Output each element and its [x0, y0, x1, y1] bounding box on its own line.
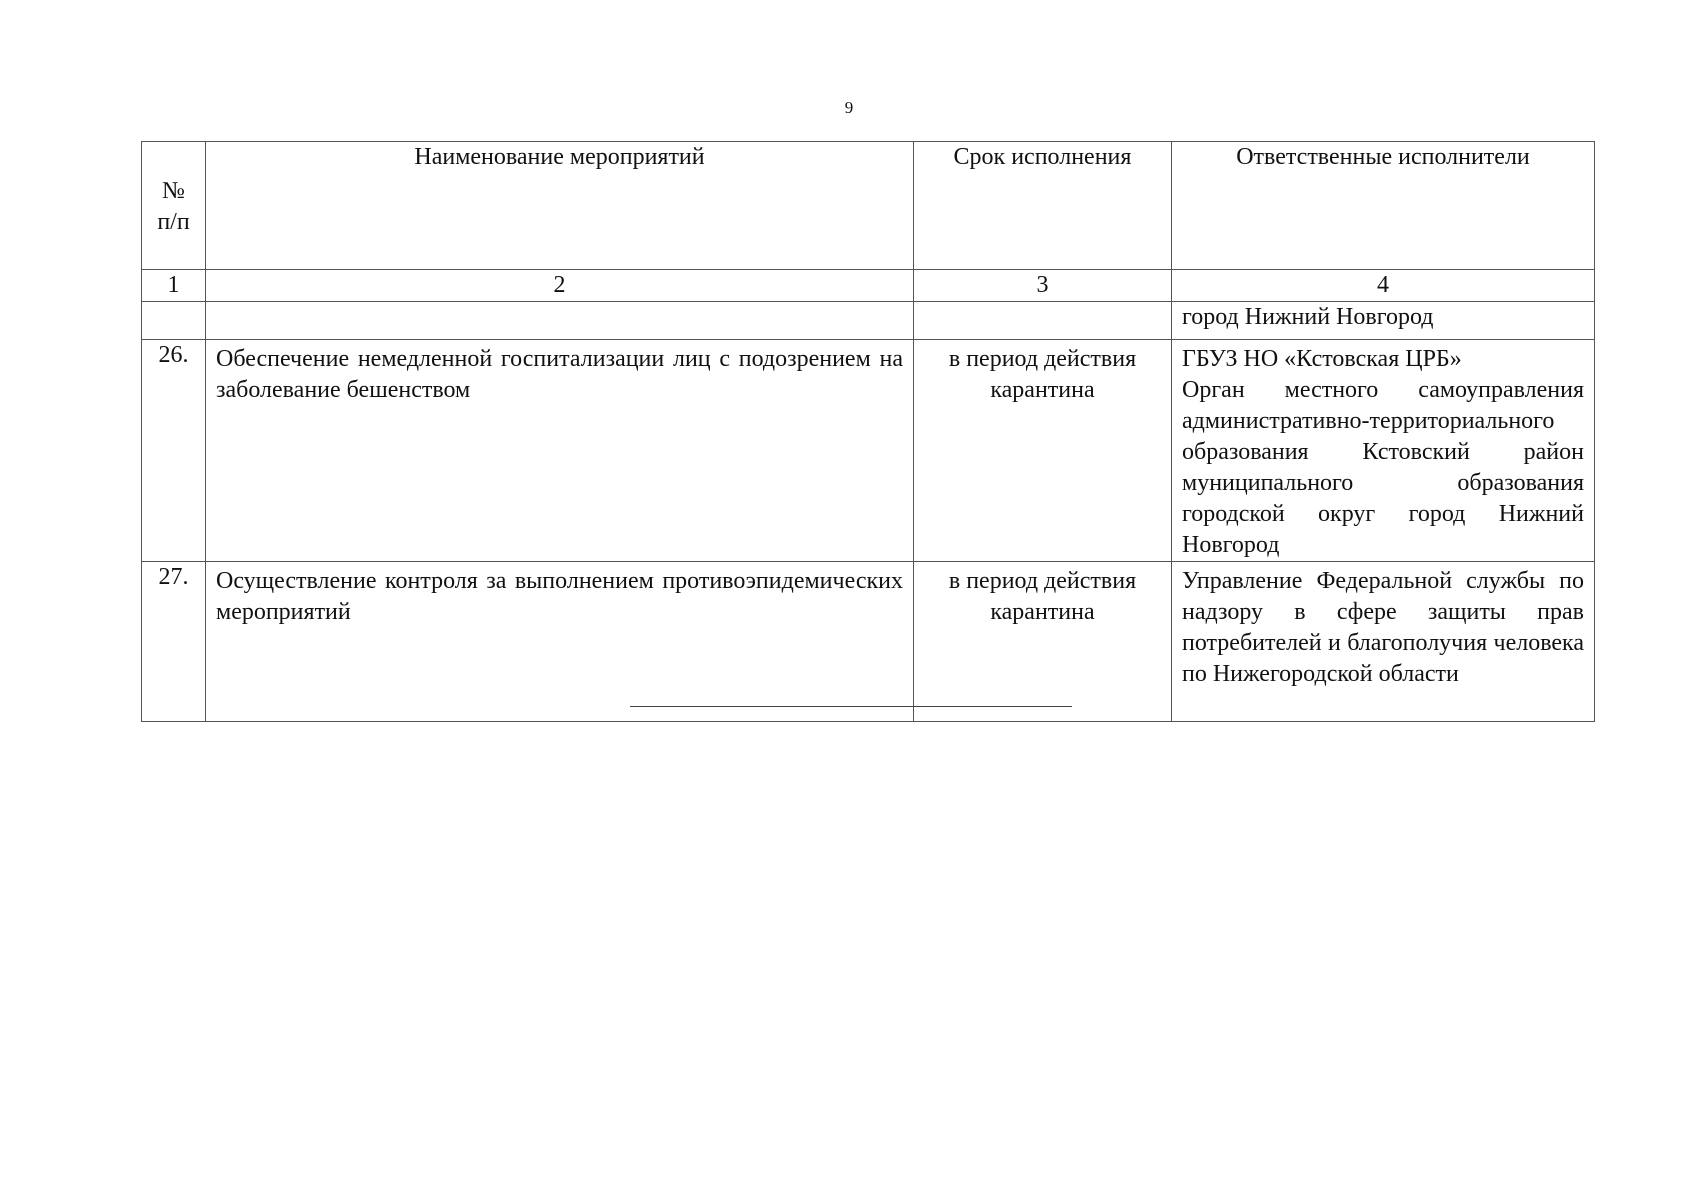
- table-row-continuation: [142, 302, 1595, 340]
- page-number: 9: [844, 98, 854, 117]
- header-responsible: Ответственные исполнители: [1172, 142, 1595, 270]
- measure-deadline: в период действия карантина: [914, 340, 1172, 562]
- document-end-divider: [630, 706, 1072, 707]
- header-deadline: Срок исполнения: [914, 142, 1172, 270]
- measure-name: Осуществление контроля за выполнением противоэпидемических мероприятий: [206, 562, 914, 722]
- table-header-row: [142, 142, 1595, 270]
- header-number: № п/п: [142, 142, 206, 270]
- cell-responsible-continuation: город Нижний Новгород: [1172, 302, 1595, 340]
- measure-responsible: [1172, 340, 1595, 562]
- table-row: [142, 562, 1595, 722]
- measure-responsible: [1172, 562, 1595, 722]
- cell-deadline-empty: [914, 302, 1172, 340]
- responsible-line: Орган местного самоуправления административно-территориального образования Кстовский район муниципального образования городской округ город Нижний Новгород: [1182, 377, 1584, 558]
- header-name: Наименование мероприятий: [206, 142, 914, 270]
- row-number: 26.: [142, 340, 206, 562]
- row-number: 27.: [142, 562, 206, 722]
- column-index-2: 2: [206, 270, 914, 302]
- column-index-3: 3: [914, 270, 1172, 302]
- cell-name-empty: [206, 302, 914, 340]
- table-row: [142, 340, 1595, 562]
- column-index-1: 1: [142, 270, 206, 302]
- column-index-row: [142, 270, 1595, 302]
- measure-deadline: в период действия карантина: [914, 562, 1172, 722]
- measure-name: Обеспечение немедленной госпитализации лиц с подозрением на заболевание бешенством: [206, 340, 914, 562]
- cell-number-empty: [142, 302, 206, 340]
- column-index-4: 4: [1172, 270, 1595, 302]
- responsible-line: Управление Федеральной службы по надзору в сфере защиты прав потребителей и благополучия человека по Нижегородской области: [1182, 568, 1584, 687]
- measures-table: [141, 141, 1595, 722]
- responsible-line: ГБУЗ НО «Кстовская ЦРБ»: [1182, 346, 1462, 372]
